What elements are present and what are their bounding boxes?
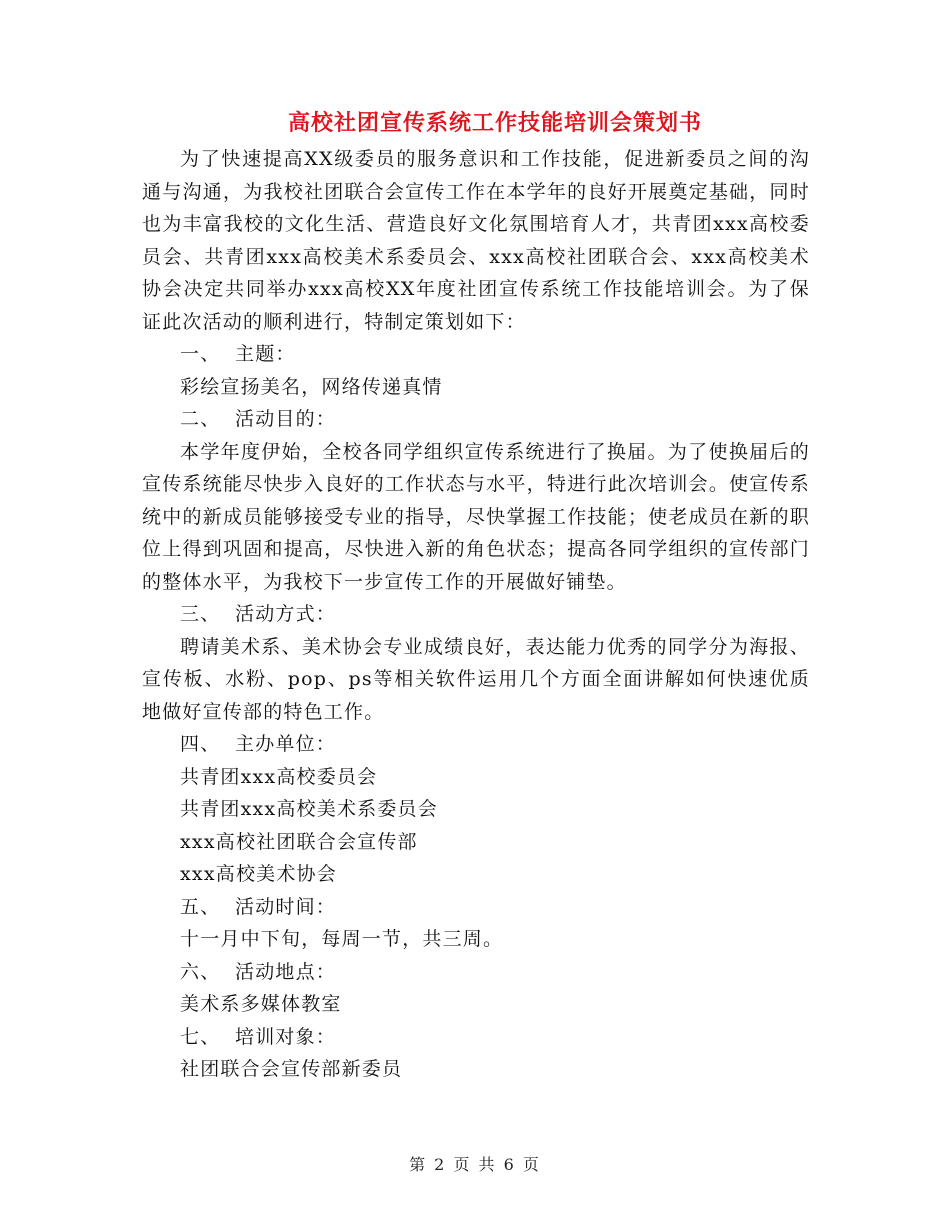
organizer-line: 共青团xxx高校美术系委员会 bbox=[180, 798, 438, 820]
section-title: 活动目的： bbox=[235, 408, 337, 430]
section-number: 七、 bbox=[180, 1025, 221, 1048]
section-title: 活动地点： bbox=[235, 960, 337, 983]
section-heading bbox=[142, 891, 810, 924]
section-number: 六、 bbox=[180, 960, 221, 983]
organizer-line: 共青团xxx高校委员会 bbox=[180, 765, 378, 788]
section-number: 五、 bbox=[180, 895, 221, 918]
section-title: 主办单位： bbox=[235, 733, 337, 755]
section-heading bbox=[142, 403, 810, 436]
section-line: 美术系多媒体教室 bbox=[180, 993, 342, 1015]
section-paragraph: 本学年度伊始，全校各同学组织宣传系统进行了换届。为了使换届后的宣传系统能尽快步入良好的工作状态与水平，特进行此次培训会。使宣传系统中的新成员能够接受专业的指导，尽快掌握工作技能；使老成员在新的职位上得到巩固和提高，尽快进入新的角色状态；提高各同学组织的宣传部门的整体水平，为我校下一步宣传工作的开展做好铺垫。 bbox=[142, 440, 810, 593]
intro-paragraph: 为了快速提高XX级委员的服务意识和工作技能，促进新委员之间的沟通与沟通，为我校社团联合会宣传工作在本学年的良好开展奠定基础，同时也为丰富我校的文化生活、营造良好文化氛围培育人才，共青团xxx高校委员会、共青团xxx高校美术系委员会、xxx高校社团联合会、xxx高校美术协会决定共同举办xxx高校XX年度社团宣传系统工作技能培训会。为了保证此次活动的顺利进行，特制定策划如下： bbox=[142, 148, 810, 333]
section-title: 培训对象： bbox=[235, 1025, 337, 1048]
page-footer: 第 2 页 共 6 页 bbox=[409, 1155, 541, 1174]
document-title: 高校社团宣传系统工作技能培训会策划书 bbox=[287, 110, 702, 136]
section-heading bbox=[142, 338, 810, 371]
section-heading bbox=[142, 728, 810, 761]
section-number: 二、 bbox=[180, 408, 221, 430]
section-title: 活动方式： bbox=[235, 603, 337, 625]
organizer-line: xxx高校社团联合会宣传部 bbox=[180, 830, 418, 853]
section-line: 彩绘宣扬美名，网络传递真情 bbox=[180, 375, 443, 398]
section-number: 四、 bbox=[180, 733, 221, 755]
section-number: 三、 bbox=[180, 603, 221, 625]
section-heading bbox=[142, 1021, 810, 1054]
section-heading bbox=[142, 598, 810, 631]
document-body bbox=[142, 143, 810, 1086]
section-paragraph: 聘请美术系、美术协会专业成绩良好，表达能力优秀的同学分为海报、宣传板、水粉、pop、ps等相关软件运用几个方面全面讲解如何快速优质地做好宣传部的特色工作。 bbox=[142, 635, 810, 723]
section-number: 一、 bbox=[180, 343, 221, 365]
section-heading bbox=[142, 956, 810, 989]
section-title: 活动时间： bbox=[235, 895, 337, 918]
section-line: 十一月中下旬，每周一节，共三周。 bbox=[180, 928, 504, 950]
organizer-line: xxx高校美术协会 bbox=[180, 863, 337, 885]
section-line: 社团联合会宣传部新委员 bbox=[180, 1058, 403, 1080]
section-title: 主题： bbox=[235, 343, 296, 365]
